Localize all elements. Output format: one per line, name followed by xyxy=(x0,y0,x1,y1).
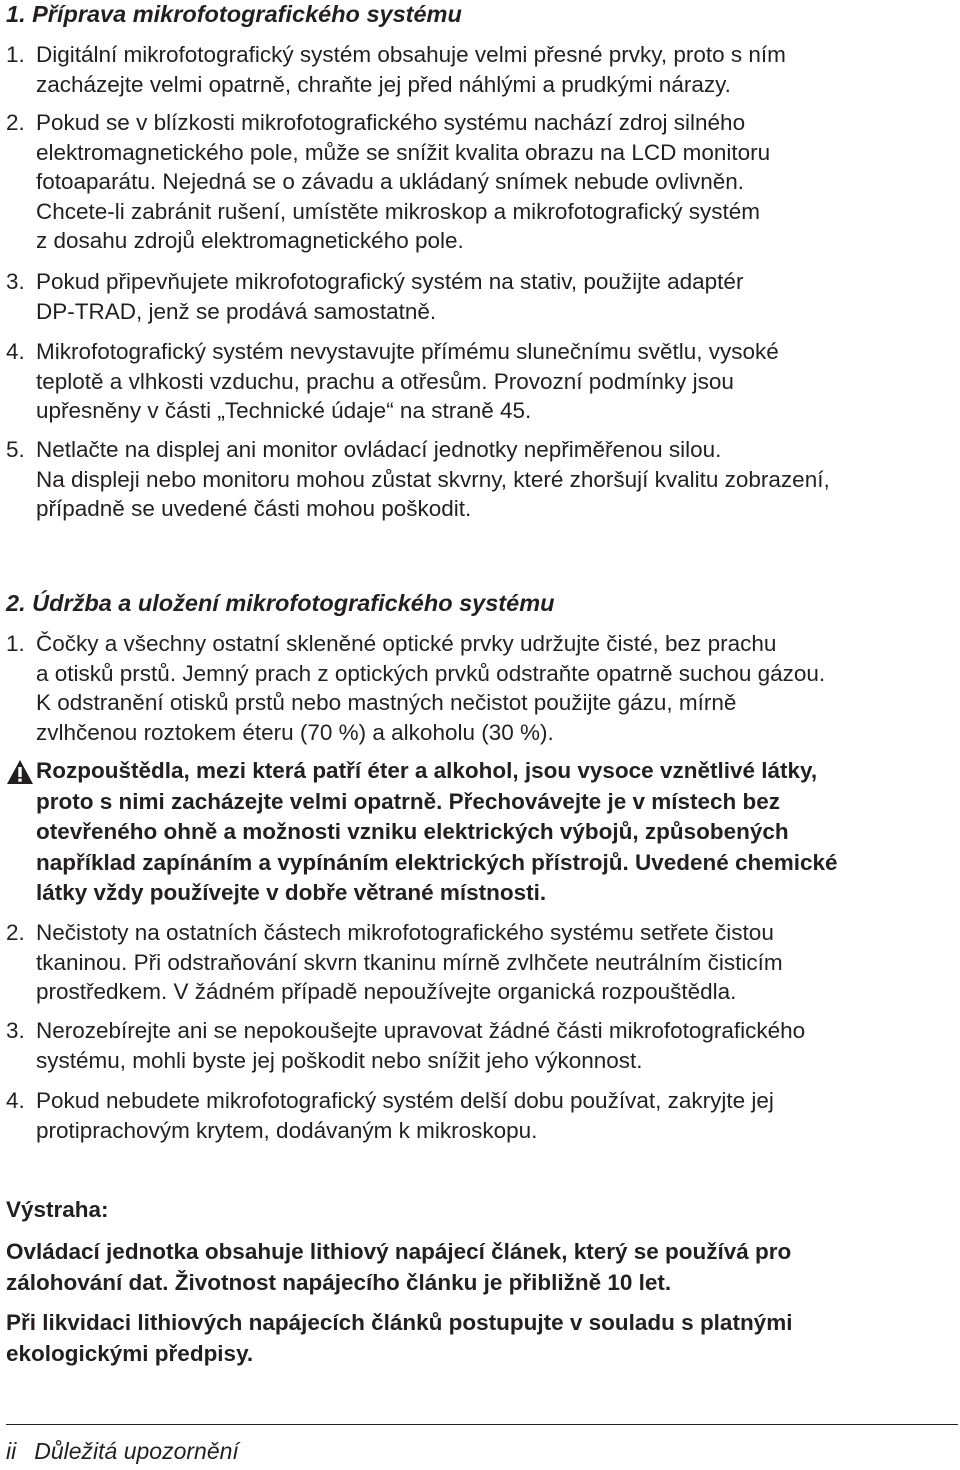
text-line: Chcete-li zabránit rušení, umístěte mikroskop a mikrofotografický systém xyxy=(36,198,760,224)
text-line: DP-TRAD, jenž se prodává samostatně. xyxy=(36,298,437,324)
item-text xyxy=(36,40,956,99)
list-item xyxy=(6,40,956,99)
text-line: zacházejte velmi opatrně, chraňte jej před náhlými a prudkými nárazy. xyxy=(36,71,731,97)
text-line: elektromagnetického pole, může se snížit kvalita obrazu na LCD monitoru xyxy=(36,139,771,165)
text-line: Na displeji nebo monitoru mohou zůstat skvrny, které zhoršují kvalitu zobrazení, xyxy=(36,466,830,492)
text-line: proto s nimi zacházejte velmi opatrně. Přechovávejte je v místech bez xyxy=(36,788,781,814)
section-heading: 2. Údržba a uložení mikrofotografického systému xyxy=(6,590,555,616)
list-item xyxy=(6,435,956,524)
caution-paragraph xyxy=(6,1308,956,1369)
item-number: 2. xyxy=(6,920,25,945)
caution-heading: Výstraha: xyxy=(6,1197,109,1222)
item-number: 4. xyxy=(6,339,25,364)
text-line: tkaninou. Při odstraňování skvrn tkaninu mírně zvlhčete neutrálním čisticím xyxy=(36,949,783,975)
text-line: K odstranění otisků prstů nebo mastných nečistot použijte gázu, mírně xyxy=(36,690,737,715)
item-text xyxy=(36,918,956,1007)
text-line: teplotě a vlhkosti vzduchu, prachu a otřesům. Provozní podmínky jsou xyxy=(36,368,734,394)
item-number: 4. xyxy=(6,1088,25,1113)
item-number: 3. xyxy=(6,1018,25,1043)
warning-triangle-icon xyxy=(6,759,34,785)
text-line: látky vždy používejte v dobře větrané místnosti. xyxy=(36,880,547,905)
text-line: systému, mohli byste jej poškodit nebo snížit jeho výkonnost. xyxy=(36,1047,643,1073)
text-line: fotoaparátu. Nejedná se o závadu a ukládaný snímek nebude ovlivněn. xyxy=(36,169,744,194)
text-line: Při likvidaci lithiových napájecích článků postupujte v souladu s platnými xyxy=(6,1310,793,1335)
text-line: Digitální mikrofotografický systém obsahuje velmi přesné prvky, proto s ním xyxy=(36,42,786,67)
list-item xyxy=(6,1086,956,1145)
item-number: 5. xyxy=(6,437,25,462)
item-text xyxy=(36,629,956,747)
text-line: protiprachovým krytem, dodávaným k mikroskopu. xyxy=(36,1117,538,1143)
footer-title: Důležitá upozornění xyxy=(34,1438,239,1464)
text-line: Netlačte na displej ani monitor ovládací jednotky nepřiměřenou silou. xyxy=(36,437,722,462)
item-number: 1. xyxy=(6,631,25,656)
item-text xyxy=(36,108,956,256)
text-line: Nečistoty na ostatních částech mikrofotografického systému setřete čistou xyxy=(36,920,774,945)
text-line: Mikrofotografický systém nevystavujte přímému slunečnímu světlu, vysoké xyxy=(36,339,779,364)
text-line: zálohování dat. Životnost napájecího článku je přibližně 10 let. xyxy=(6,1269,672,1295)
text-line: Ovládací jednotka obsahuje lithiový napájecí článek, který se používá pro xyxy=(6,1239,792,1264)
page-footer xyxy=(6,1436,239,1466)
text-line: Pokud nebudete mikrofotografický systém delší dobu používat, zakryjte jej xyxy=(36,1088,774,1113)
section-heading: 1. Příprava mikrofotografického systému xyxy=(6,1,462,27)
text-line: otevřeného ohně a možnosti vzniku elektrických výbojů, způsobených xyxy=(36,819,789,844)
caution-paragraph xyxy=(6,1237,956,1298)
text-line: Rozpouštědla, mezi která patří éter a alkohol, jsou vysoce vznětlivé látky, xyxy=(36,758,818,783)
list-item xyxy=(6,267,956,326)
text-line: z dosahu zdrojů elektromagnetického pole. xyxy=(36,228,464,253)
text-line: Pokud se v blízkosti mikrofotografického systému nachází zdroj silného xyxy=(36,110,746,135)
text-line: Nerozebírejte ani se nepokoušejte upravovat žádné části mikrofotografického xyxy=(36,1018,806,1043)
text-line: například zapínáním a vypínáním elektrických přístrojů. Uvedené chemické xyxy=(36,849,838,875)
list-item xyxy=(6,337,956,426)
text-line: zvlhčenou roztokem éteru (70 %) a alkoholu (30 %). xyxy=(36,719,554,745)
item-text xyxy=(36,1086,956,1145)
text-line: ekologickými předpisy. xyxy=(6,1340,254,1366)
text-line: Pokud připevňujete mikrofotografický systém na stativ, použijte adaptér xyxy=(36,269,744,294)
text-line: upřesněny v části „Technické údaje“ na straně 45. xyxy=(36,398,532,423)
item-number: 3. xyxy=(6,269,25,294)
page-number: ii xyxy=(6,1438,17,1464)
item-text xyxy=(36,337,956,426)
item-text xyxy=(36,267,956,326)
list-item xyxy=(6,629,956,747)
item-number: 1. xyxy=(6,42,25,67)
item-text xyxy=(36,1016,956,1075)
warning-text xyxy=(36,756,956,909)
list-item xyxy=(6,1016,956,1075)
text-line: případně se uvedené části mohou poškodit. xyxy=(36,496,472,521)
item-text xyxy=(36,435,956,524)
footer-divider xyxy=(6,1424,958,1425)
list-item xyxy=(6,108,956,256)
text-line: a otisků prstů. Jemný prach z optických prvků odstraňte opatrně suchou gázou. xyxy=(36,660,826,686)
text-line: prostředkem. V žádném případě nepoužívejte organická rozpouštědla. xyxy=(36,979,737,1004)
list-item xyxy=(6,918,956,1007)
item-number: 2. xyxy=(6,110,25,135)
solvent-warning xyxy=(6,756,956,909)
text-line: Čočky a všechny ostatní skleněné optické prvky udržujte čisté, bez prachu xyxy=(36,631,777,656)
